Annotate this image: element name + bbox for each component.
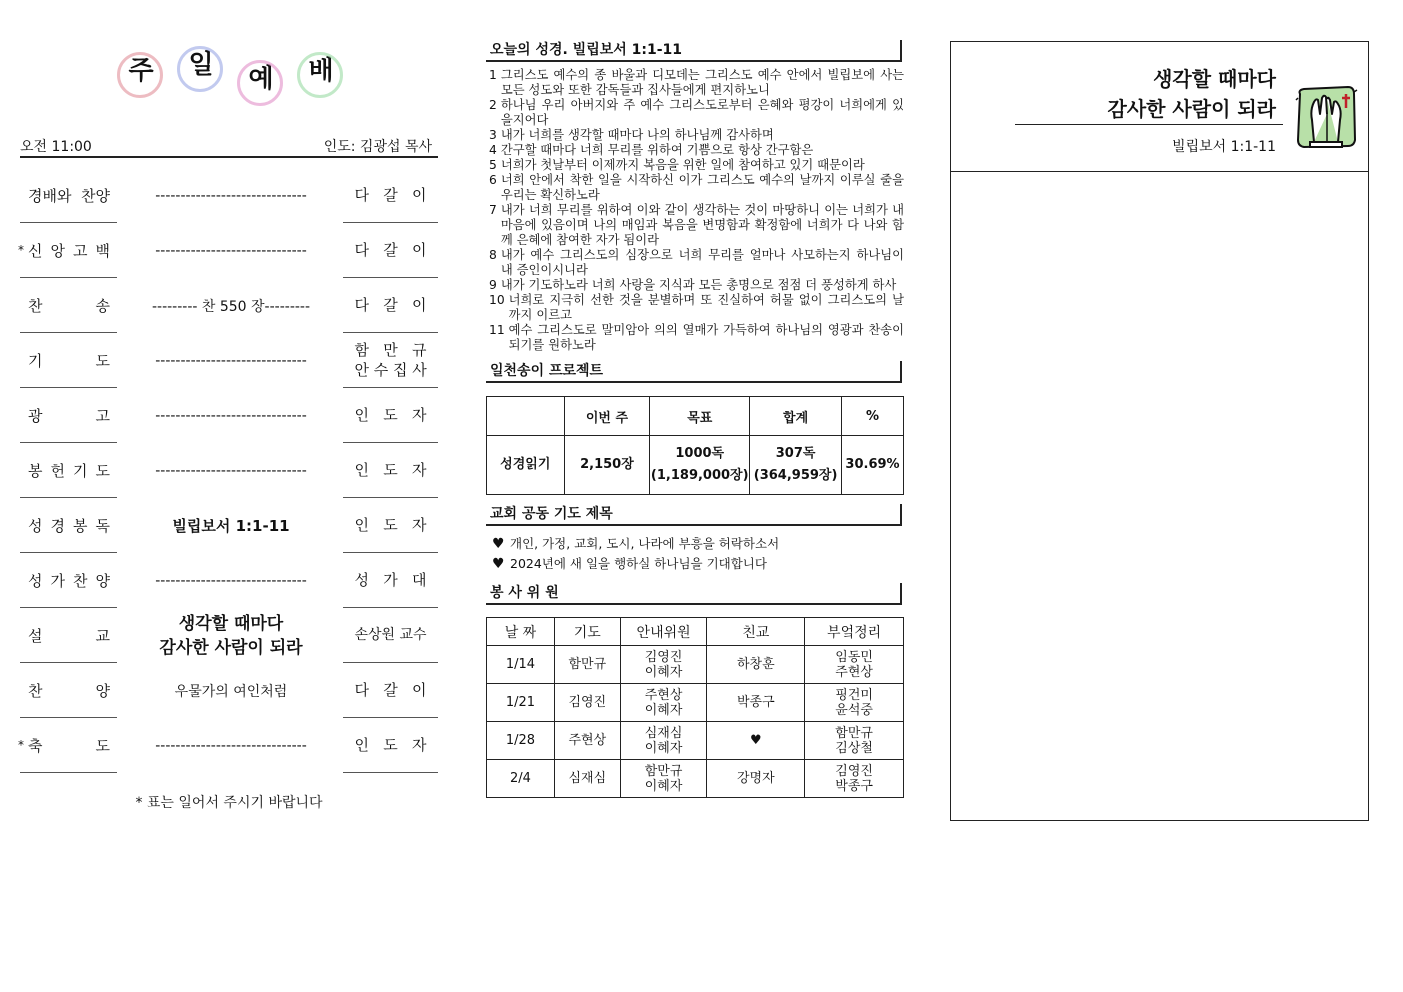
order-item-person: 인 도 자 (354, 461, 427, 479)
vol-kitchen (805, 760, 904, 798)
order-item-leader (343, 223, 438, 278)
vol-kitchen-2: 김상철 (835, 740, 873, 756)
project-heading: 일천송이 프로젝트 (486, 361, 902, 383)
order-of-service (20, 168, 438, 773)
order-item-label (20, 333, 117, 388)
verse (486, 173, 904, 203)
order-item-label (20, 608, 117, 663)
vol-guide-1: 심재심 (644, 725, 683, 741)
order-item-detail: ------------------------------ (155, 462, 307, 479)
project-row-label: 성경읽기 (487, 436, 565, 495)
heart-icon: ♥ (492, 556, 505, 572)
title-char-2: 일 (182, 50, 220, 88)
worship-order-panel (20, 40, 438, 830)
project-goal-value (650, 436, 750, 495)
sermon-reference: 빌립보서 1:1-11 (1172, 139, 1276, 155)
order-item-person: 인 도 자 (354, 516, 427, 534)
order-row (20, 718, 438, 773)
standing-mark: * (18, 738, 24, 752)
order-item-detail: ------------------------------ (155, 572, 307, 589)
volunteer-table (486, 617, 904, 798)
volunteer-row (487, 646, 904, 684)
verse-text: 예수 그리스도로 말미암아 의의 열매가 가득하여 하나님의 영광과 찬송이 되기를 원하노라 (508, 323, 904, 352)
project-header-goal: 목표 (650, 397, 750, 436)
order-item-leader (343, 553, 438, 608)
order-item-leader (343, 718, 438, 773)
project-goal-books: 1000독 (675, 446, 725, 461)
service-title (20, 40, 438, 120)
verse (486, 68, 904, 98)
sermon-title-line-2: 감사한 사람이 되라 (1107, 97, 1276, 121)
verse-number: 11 (489, 323, 505, 337)
project-goal-chapters: (1,189,000장) (650, 468, 749, 483)
order-item-detail (120, 608, 342, 663)
sermon-title-line: 생각할 때마다 (178, 613, 284, 634)
order-row (20, 443, 438, 498)
order-item-label (20, 443, 117, 498)
order-item-label-text: 신 앙 고 백 (28, 241, 110, 260)
verse-text: 간구할 때마다 너희 무리를 위하여 기쁨으로 항상 간구함은 (500, 143, 814, 157)
order-item-label-text: 설 교 (28, 626, 110, 645)
verse-number: 7 (489, 203, 497, 217)
standing-note: * 표는 일어서 주시기 바랍니다 (135, 795, 323, 811)
verse-number: 2 (489, 98, 497, 112)
order-row (20, 663, 438, 718)
prayer-list (486, 534, 904, 574)
verse (486, 128, 904, 143)
vol-fellowship: ♥ (707, 722, 805, 760)
sermon-title (1108, 64, 1277, 124)
vol-guide-2: 이혜자 (644, 740, 683, 756)
order-row (20, 278, 438, 333)
order-item-person: 다 갈 이 (354, 241, 427, 259)
order-row (20, 333, 438, 388)
order-item-label (20, 663, 117, 718)
vol-guide (620, 722, 707, 760)
verse-text: 내가 너희를 생각할 때마다 나의 하나님께 감사하며 (500, 128, 774, 142)
vol-guide-1: 함만규 (644, 763, 683, 779)
order-item-label-text: 축 도 (28, 736, 110, 755)
vol-kitchen-1: 임동민 (835, 649, 873, 665)
project-total-value (750, 436, 842, 495)
order-item-detail: ------------------------------ (155, 737, 307, 754)
project-total-books: 307독 (775, 446, 816, 461)
verse (486, 278, 904, 293)
order-item-label (20, 498, 117, 553)
vol-kitchen-2: 윤석중 (835, 702, 873, 718)
project-header-week: 이번 주 (564, 397, 650, 436)
title-char-4: 배 (302, 56, 340, 94)
order-item-leader (343, 608, 438, 663)
verse-number: 5 (489, 158, 497, 172)
vol-header-prayer: 기도 (554, 618, 620, 646)
verse (486, 293, 904, 323)
service-leader: 인도: 김광섭 목사 (323, 139, 432, 155)
verse-number: 1 (489, 68, 497, 82)
verse-number: 4 (489, 143, 497, 157)
sermon-notes-panel (950, 41, 1369, 821)
order-item-person: 안 수 집 사 (354, 361, 427, 379)
order-item-label (20, 718, 117, 773)
heart-icon: ♥ (492, 536, 505, 552)
verse-text: 너희 안에서 착한 일을 시작하신 이가 그리스도 예수의 날까지 이루실 줄을 우리는 확신하노라 (500, 173, 904, 202)
verse-number: 10 (489, 293, 505, 307)
vol-kitchen-1: 함만규 (835, 725, 873, 741)
order-item-leader (343, 168, 438, 223)
vol-header-date: 날 짜 (487, 618, 555, 646)
verse-text: 내가 기도하노라 너희 사랑을 지식과 모든 총명으로 점점 더 풍성하게 하사 (500, 278, 897, 292)
vol-guide-2: 이혜자 (644, 702, 683, 718)
order-item-label-text: 찬 양 (28, 681, 110, 700)
volunteer-row (487, 722, 904, 760)
order-item-label (20, 168, 117, 223)
order-item-label-text: 찬 송 (28, 296, 110, 315)
vol-header-kitchen: 부엌정리 (805, 618, 904, 646)
prayer-text: 개인, 가정, 교회, 도시, 나라에 부흥을 허락하소서 (510, 536, 780, 551)
order-item-label-text: 기 도 (28, 351, 110, 370)
prayer-item (486, 554, 904, 574)
project-percent-value: 30.69% (842, 436, 904, 495)
order-item-person: 다 갈 이 (354, 681, 427, 699)
verse-number: 3 (489, 128, 497, 142)
verse (486, 158, 904, 173)
title-divider (1015, 124, 1283, 125)
vol-kitchen-1: 핑건미 (835, 687, 873, 703)
vol-fellowship: 박종구 (707, 684, 805, 722)
verse (486, 323, 904, 353)
project-table (486, 396, 904, 495)
order-item-label-text: 광 고 (28, 406, 110, 425)
order-item-person: 성 가 대 (354, 571, 427, 589)
sermon-header (951, 42, 1368, 172)
vol-header-guide: 안내위원 (620, 618, 707, 646)
verse-number: 9 (489, 278, 497, 292)
order-item-person: 인 도 자 (354, 736, 427, 754)
prayer-heading: 교회 공동 기도 제목 (486, 504, 902, 526)
order-item-person: 다 갈 이 (354, 296, 427, 314)
order-item-label-text: 성 경 봉 독 (28, 516, 110, 535)
vol-kitchen-2: 주현상 (835, 664, 873, 680)
order-item-person: 다 갈 이 (354, 186, 427, 204)
vol-guide-2: 이혜자 (644, 778, 683, 794)
order-row (20, 388, 438, 443)
order-item-leader (343, 333, 438, 388)
vol-guide (620, 684, 707, 722)
title-char-3: 예 (242, 64, 280, 102)
order-item-detail: --------- 찬 550 장--------- (151, 298, 311, 315)
vol-guide (620, 646, 707, 684)
volunteer-heading: 봉 사 위 원 (486, 583, 902, 605)
order-item-label (20, 553, 117, 608)
order-row (20, 553, 438, 608)
vol-guide-1: 김영진 (644, 649, 683, 665)
service-time: 오전 11:00 (20, 139, 92, 155)
volunteer-row (487, 684, 904, 722)
verse-number: 6 (489, 173, 497, 187)
project-header-blank (487, 397, 565, 436)
order-item-person: 인 도 자 (354, 406, 427, 424)
order-item-leader (343, 278, 438, 333)
verse (486, 203, 904, 248)
order-item-leader (343, 443, 438, 498)
order-item-leader (343, 663, 438, 718)
order-row (20, 168, 438, 223)
sermon-title-line-1: 생각할 때마다 (1153, 67, 1276, 91)
project-week-value: 2,150장 (564, 436, 650, 495)
vol-guide-2: 이혜자 (644, 664, 683, 680)
order-item-label-text: 경배와 찬양 (28, 186, 110, 205)
verse-number: 8 (489, 248, 497, 262)
bible-heading: 오늘의 성경. 빌립보서 1:1-11 (486, 40, 902, 62)
vol-prayer: 심재심 (554, 760, 620, 798)
prayer-item (486, 534, 904, 554)
vol-kitchen-2: 박종구 (835, 778, 873, 794)
order-item-leader (343, 388, 438, 443)
volunteer-table-body (487, 646, 904, 798)
verse-text: 하나님 우리 아버지와 주 예수 그리스도로부터 은혜와 평강이 너희에게 있을지어다 (500, 98, 904, 127)
verse (486, 248, 904, 278)
order-row (20, 608, 438, 663)
order-item-detail: 우물가의 여인처럼 (174, 683, 288, 700)
vol-fellowship: 하창훈 (707, 646, 805, 684)
order-item-label (20, 278, 117, 333)
order-item-detail: ------------------------------ (155, 407, 307, 424)
order-item-detail: ------------------------------ (155, 242, 307, 259)
bulletin-middle-panel (486, 40, 904, 830)
vol-date: 1/14 (487, 646, 555, 684)
order-item-leader (343, 498, 438, 553)
verse-text: 내가 너희 무리를 위하여 이와 같이 생각하는 것이 마땅하니 이는 너희가 내 마음에 있음이며 나의 매임과 복음을 변명함과 확정함에 너희가 다 나와 함께 은혜에 참여한 자가 됨이라 (500, 203, 904, 247)
order-row (20, 498, 438, 553)
verse-text: 너희가 첫날부터 이제까지 복음을 위한 일에 참여하고 있기 때문이라 (500, 158, 865, 172)
verse-text: 그리스도 예수의 종 바울과 디모데는 그리스도 예수 안에서 빌립보에 사는 모든 성도와 또한 감독들과 집사들에게 편지하노니 (500, 68, 904, 97)
vol-date: 1/28 (487, 722, 555, 760)
order-item-detail: ------------------------------ (155, 187, 307, 204)
vol-kitchen (805, 722, 904, 760)
verse (486, 143, 904, 158)
project-header-percent: % (842, 397, 904, 436)
order-item-label-text: 성 가 찬 양 (28, 571, 110, 590)
prayer-text: 2024년에 새 일을 행하실 하나님을 기대합니다 (510, 556, 767, 571)
verse (486, 98, 904, 128)
volunteer-row (487, 760, 904, 798)
vol-prayer: 함만규 (554, 646, 620, 684)
order-row (20, 223, 438, 278)
vol-date: 1/21 (487, 684, 555, 722)
praying-hands-icon (1294, 84, 1358, 150)
sermon-title-line: 감사한 사람이 되라 (159, 637, 303, 658)
verse-text: 내가 예수 그리스도의 심장으로 너희 무리를 얼마나 사모하는지 하나님이 내 증인이시니라 (500, 248, 904, 277)
service-info (20, 132, 438, 158)
vol-kitchen (805, 646, 904, 684)
vol-date: 2/4 (487, 760, 555, 798)
title-char-1: 주 (122, 56, 160, 94)
order-item-detail: 빌립보서 1:1-11 (172, 517, 290, 535)
project-total-chapters: (364,959장) (753, 468, 838, 483)
order-item-label (20, 223, 117, 278)
order-item-label-text: 봉 헌 기 도 (28, 461, 110, 480)
vol-kitchen-1: 김영진 (835, 763, 873, 779)
vol-prayer: 김영진 (554, 684, 620, 722)
vol-fellowship: 강명자 (707, 760, 805, 798)
vol-prayer: 주현상 (554, 722, 620, 760)
order-item-person: 손상원 교수 (354, 627, 427, 643)
verse-text: 너희로 지극히 선한 것을 분별하며 또 진실하여 허물 없이 그리스도의 날까지 이르고 (508, 293, 904, 322)
bible-verses (486, 68, 904, 353)
vol-guide-1: 주현상 (644, 687, 683, 703)
vol-guide (620, 760, 707, 798)
vol-header-fellowship: 친교 (707, 618, 805, 646)
project-header-total: 합계 (750, 397, 842, 436)
order-item-detail: ------------------------------ (155, 352, 307, 369)
vol-kitchen (805, 684, 904, 722)
standing-mark: * (18, 243, 24, 257)
order-item-person: 함 만 규 (354, 341, 427, 359)
order-item-label (20, 388, 117, 443)
